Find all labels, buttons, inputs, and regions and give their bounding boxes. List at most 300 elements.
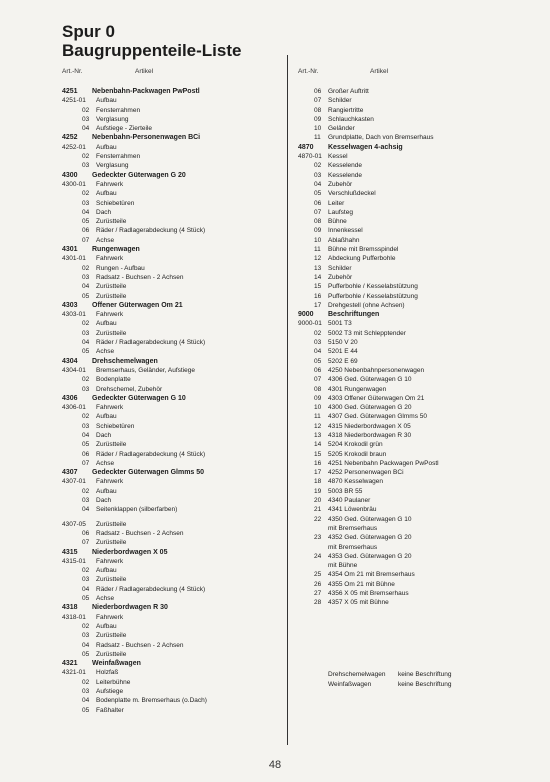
art-nr: 04 xyxy=(82,339,90,347)
artikel-text: Kessel xyxy=(328,153,348,161)
part-row xyxy=(62,282,277,291)
art-nr: 4321-01 xyxy=(62,669,86,677)
art-nr: 4318 xyxy=(62,604,78,612)
art-nr: 15 xyxy=(314,450,322,458)
artikel-text: Achse xyxy=(96,595,115,603)
part-row xyxy=(62,347,277,356)
artikel-text: Leiter xyxy=(328,199,345,207)
art-nr: 25 xyxy=(314,571,322,579)
notes-section xyxy=(328,670,498,689)
art-nr: 05 xyxy=(82,706,90,714)
part-row xyxy=(298,245,493,254)
art-nr: 03 xyxy=(82,273,90,281)
artikel-text: Verglasung xyxy=(96,115,129,123)
art-nr: 09 xyxy=(314,115,322,123)
part-row xyxy=(62,422,277,431)
artikel-text: Kesselende xyxy=(328,162,362,170)
artikel-text: Aufstiege - Zierteile xyxy=(96,125,152,133)
art-nr: 07 xyxy=(314,376,322,384)
part-row xyxy=(62,650,277,659)
art-nr: 28 xyxy=(314,599,322,607)
art-nr: 07 xyxy=(82,459,90,467)
part-row xyxy=(62,161,277,170)
art-nr: 03 xyxy=(314,171,322,179)
group-heading-row xyxy=(62,659,277,668)
art-nr: 4870 xyxy=(298,143,314,151)
artikel-text: Weinfaßwagen xyxy=(92,660,141,668)
artikel-text: Aufbau xyxy=(96,413,117,421)
art-nr: 07 xyxy=(314,97,322,105)
artikel-text: Räder / Radlagerabdeckung (4 Stück) xyxy=(96,339,206,347)
art-nr: 06 xyxy=(82,227,90,235)
artikel-text: Fahrwerk xyxy=(96,557,124,565)
part-row xyxy=(62,459,277,468)
artikel-text: 5002 T3 mit Schlepptender xyxy=(328,329,406,337)
part-row xyxy=(298,496,493,505)
part-row xyxy=(62,641,277,650)
part-row xyxy=(62,329,277,338)
art-nr: 09 xyxy=(314,227,322,235)
group-heading-row xyxy=(62,603,277,612)
art-nr: 03 xyxy=(82,162,90,170)
artikel-text: 4352 Ged. Güterwagen G 20 xyxy=(328,534,412,542)
artikel-text: Dach xyxy=(96,431,112,439)
part-row xyxy=(298,152,493,161)
art-nr: 4870-01 xyxy=(298,153,322,161)
art-nr: 4300 xyxy=(62,171,78,179)
artikel-text: Großer Auftritt xyxy=(328,88,369,95)
art-nr: 04 xyxy=(314,180,322,188)
art-nr: 04 xyxy=(82,506,90,514)
art-nr: 08 xyxy=(314,218,322,226)
art-nr: 05 xyxy=(82,441,90,449)
artikel-text: Zurüstteile xyxy=(96,576,127,584)
part-row xyxy=(62,431,277,440)
art-nr: 4307 xyxy=(62,469,78,477)
art-nr: 4251-01 xyxy=(62,97,86,105)
artikel-header: Artikel xyxy=(135,68,154,75)
artikel-text: mit Bühne xyxy=(328,562,358,570)
artikel-text: 4250 Nebenbahnpersonenwagen xyxy=(328,366,425,374)
art-nr: 08 xyxy=(314,385,322,393)
column-divider xyxy=(287,55,288,745)
artikel-text: Zurüstteile xyxy=(96,292,127,300)
art-nr: 05 xyxy=(314,357,322,365)
artikel-text: Aufbau xyxy=(96,190,117,198)
part-row xyxy=(62,496,277,505)
part-row xyxy=(298,329,493,338)
artikel-text: Zurüstteile xyxy=(96,283,127,291)
art-nr: 9000-01 xyxy=(298,320,322,328)
artikel-text: Schilder xyxy=(328,97,352,105)
part-row xyxy=(298,533,493,542)
title-line-2: Baugruppenteile-Liste xyxy=(62,41,242,60)
part-row xyxy=(62,385,277,394)
art-nr: 02 xyxy=(314,329,322,337)
part-row xyxy=(298,459,493,468)
part-row xyxy=(62,403,277,412)
part-row xyxy=(298,505,493,514)
artikel-text: Rungenwagen xyxy=(92,246,140,254)
part-row xyxy=(298,338,493,347)
artikel-text: mit Bremserhaus xyxy=(328,543,378,551)
part-row xyxy=(298,450,493,459)
art-nr: 03 xyxy=(82,422,90,430)
art-nr: 02 xyxy=(314,162,322,170)
artikel-text: Zurüstteile xyxy=(96,441,127,449)
artikel-text: 4354 Om 21 mit Bremserhaus xyxy=(328,571,415,579)
art-nr: 4303-01 xyxy=(62,311,86,319)
artikel-text: Zurüstteile xyxy=(96,520,127,528)
artikel-text: 4251 Nebenbahn Packwagen PwPostl xyxy=(328,459,439,467)
art-nr: 02 xyxy=(82,153,90,161)
part-row xyxy=(298,580,493,589)
artikel-text: Zubehör xyxy=(328,180,353,188)
part-row xyxy=(62,208,277,217)
art-nr: 05 xyxy=(314,190,322,198)
art-nr: 06 xyxy=(314,88,322,95)
artikel-text: Aufstiege xyxy=(96,688,124,695)
art-nr: 02 xyxy=(82,622,90,630)
part-row xyxy=(62,292,277,301)
art-nr: 04 xyxy=(82,125,90,133)
art-nr: 05 xyxy=(82,292,90,300)
art-nr: 07 xyxy=(82,539,90,547)
art-nr: 26 xyxy=(314,580,322,588)
group-heading-row xyxy=(62,357,277,366)
artikel-text: Dach xyxy=(96,208,112,216)
artikel-text: mit Bremserhaus xyxy=(328,524,378,532)
art-nr: 02 xyxy=(82,320,90,328)
title-line-1: Spur 0 xyxy=(62,22,115,41)
artikel-text: 5150 V 20 xyxy=(328,339,358,347)
artikel-text: 4303 Offener Güterwagen Om 21 xyxy=(328,394,425,402)
part-row xyxy=(298,226,493,235)
part-row xyxy=(62,217,277,226)
art-nr: 4307-05 xyxy=(62,520,86,528)
art-nr: 22 xyxy=(314,515,322,523)
art-nr: 02 xyxy=(82,376,90,384)
part-row xyxy=(62,115,277,124)
art-nr: 4306 xyxy=(62,394,78,402)
art-nr: 02 xyxy=(82,190,90,198)
artikel-text: Holzfaß xyxy=(96,669,119,677)
part-row xyxy=(298,161,493,170)
part-row xyxy=(298,477,493,486)
group-heading-row xyxy=(62,394,277,403)
art-nr: 03 xyxy=(314,339,322,347)
note-row xyxy=(328,680,498,690)
artikel-text: Schiebetüren xyxy=(96,422,135,430)
artikel-text: Zubehör xyxy=(328,273,353,281)
art-nr: 05 xyxy=(82,218,90,226)
artikel-text: Seitenklappen (silberfarben) xyxy=(96,506,178,514)
artikel-text: 5003 BR 55 xyxy=(328,487,363,495)
part-row xyxy=(62,678,277,687)
artikel-text: Abdeckung Pufferbohle xyxy=(328,255,396,263)
artikel-text: 4340 Paulaner xyxy=(328,497,371,505)
page-number: 48 xyxy=(268,759,282,771)
art-nr: 05 xyxy=(82,348,90,356)
part-row xyxy=(62,477,277,486)
art-nr: 03 xyxy=(82,115,90,123)
artikel-text: 5202 E 69 xyxy=(328,357,358,365)
artikel-text: 4307 Ged. Güterwagen Glmms 50 xyxy=(328,413,427,421)
part-row xyxy=(62,375,277,384)
part-row xyxy=(62,310,277,319)
part-row xyxy=(62,696,277,705)
part-row xyxy=(298,96,493,105)
art-nr: 03 xyxy=(82,199,90,207)
part-row xyxy=(298,124,493,133)
art-nr: 03 xyxy=(82,688,90,695)
artnr-header: Art.-Nr. xyxy=(62,68,83,75)
artikel-text: Radsatz - Buchsen - 2 Achsen xyxy=(96,641,184,649)
artikel-text: 4356 X 05 mit Bremserhaus xyxy=(328,590,409,598)
artikel-text: Aufbau xyxy=(96,487,117,495)
artikel-text: Bodenplatte xyxy=(96,376,131,384)
part-row xyxy=(298,217,493,226)
art-nr: 4315 xyxy=(62,548,78,556)
art-nr: 20 xyxy=(314,497,322,505)
part-row xyxy=(62,189,277,198)
group-heading-row xyxy=(62,87,277,96)
part-row xyxy=(62,668,277,677)
part-row xyxy=(62,575,277,584)
art-nr: 02 xyxy=(82,413,90,421)
artikel-text: Gedeckter Güterwagen Glmms 50 xyxy=(92,469,205,477)
artikel-text: Beschriftungen xyxy=(328,311,380,319)
artikel-text: 5201 E 44 xyxy=(328,348,358,356)
part-row xyxy=(62,366,277,375)
artikel-text: Bühne xyxy=(328,218,347,226)
art-nr: 02 xyxy=(82,567,90,575)
art-nr: 03 xyxy=(82,385,90,393)
part-row xyxy=(298,598,493,607)
part-row xyxy=(62,236,277,245)
part-row xyxy=(298,394,493,403)
artikel-text: Pufferbohle / Kesselabstützung xyxy=(328,283,418,291)
artikel-text: Zurüstteile xyxy=(96,329,127,337)
part-row xyxy=(62,585,277,594)
art-nr: 05 xyxy=(82,650,90,658)
artikel-text: Laufsteg xyxy=(328,208,353,216)
artikel-text: Grundplatte, Dach von Bremserhaus xyxy=(328,134,434,142)
artikel-text: Nebenbahn-Packwagen PwPostl xyxy=(92,88,200,95)
part-row xyxy=(298,264,493,273)
artikel-text: 4315 Niederbordwagen X 05 xyxy=(328,422,411,430)
art-nr: 10 xyxy=(314,236,322,244)
art-nr: 14 xyxy=(314,441,322,449)
part-row xyxy=(298,208,493,217)
artikel-text: Achse xyxy=(96,348,115,356)
artikel-text: Nebenbahn-Personenwagen BCi xyxy=(92,134,201,142)
part-row xyxy=(62,450,277,459)
right-parts-list xyxy=(298,87,493,608)
part-row xyxy=(62,566,277,575)
artikel-text: 4318 Niederbordwagen R 30 xyxy=(328,431,412,439)
art-nr: 19 xyxy=(314,487,322,495)
group-heading-row xyxy=(62,171,277,180)
artikel-text: Fahrwerk xyxy=(96,404,124,412)
art-nr: 06 xyxy=(82,529,90,537)
part-row xyxy=(298,487,493,496)
part-row xyxy=(298,366,493,375)
art-nr: 14 xyxy=(314,273,322,281)
part-row xyxy=(62,226,277,235)
artikel-text: Fahrwerk xyxy=(96,180,124,188)
art-nr: 9000 xyxy=(298,311,314,319)
art-nr: 05 xyxy=(82,595,90,603)
artikel-text: Dach xyxy=(96,497,112,505)
art-nr: 02 xyxy=(82,678,90,686)
art-nr: 03 xyxy=(82,497,90,505)
art-nr: 4315-01 xyxy=(62,557,86,565)
artikel-text: Geländer xyxy=(328,125,355,133)
artikel-text: Drehgestell (ohne Achsen) xyxy=(328,301,405,309)
part-row xyxy=(298,189,493,198)
part-row xyxy=(298,347,493,356)
artikel-text: Fahrwerk xyxy=(96,311,124,319)
artikel-text: Innenkessel xyxy=(328,227,363,235)
artikel-text: Aufbau xyxy=(96,320,117,328)
art-nr: 11 xyxy=(314,134,321,142)
part-row xyxy=(298,87,493,96)
art-nr: 4321 xyxy=(62,660,78,668)
art-nr: 12 xyxy=(314,422,322,430)
part-row xyxy=(62,520,277,529)
part-row xyxy=(298,570,493,579)
part-row xyxy=(298,468,493,477)
part-row xyxy=(298,543,493,552)
part-row xyxy=(62,152,277,161)
artikel-text: Bremserhaus, Geländer, Aufstiege xyxy=(96,366,196,374)
artikel-text: Faßhalter xyxy=(96,706,124,714)
artikel-text: Niederbordwagen X 05 xyxy=(92,548,168,556)
artikel-text: 4350 Ged. Güterwagen G 10 xyxy=(328,515,412,523)
artikel-text: Niederbordwagen R 30 xyxy=(92,604,168,612)
part-row xyxy=(62,412,277,421)
part-row xyxy=(62,338,277,347)
artikel-text: Fahrwerk xyxy=(96,613,124,621)
art-nr: 02 xyxy=(82,106,90,114)
art-nr: 15 xyxy=(314,283,322,291)
part-row xyxy=(298,171,493,180)
art-nr: 4300-01 xyxy=(62,180,86,188)
artikel-text: Verglasung xyxy=(96,162,129,170)
art-nr: 12 xyxy=(314,255,322,263)
note-label: Drehschemelwagen xyxy=(328,671,386,678)
art-nr: 03 xyxy=(82,329,90,337)
artikel-text: Aufbau xyxy=(96,622,117,630)
art-nr: 4304 xyxy=(62,357,78,365)
artikel-text: Aufbau xyxy=(96,143,117,151)
part-row xyxy=(62,440,277,449)
part-row xyxy=(298,282,493,291)
artikel-header: Artikel xyxy=(370,68,389,75)
artikel-text: Achse xyxy=(96,236,115,244)
group-heading-row xyxy=(298,143,493,152)
artikel-text: Bühne mit Bremsspindel xyxy=(328,246,399,254)
part-row xyxy=(298,431,493,440)
artikel-text: Kesselende xyxy=(328,171,362,179)
part-row xyxy=(298,440,493,449)
part-row xyxy=(62,622,277,631)
artikel-text: 4300 Ged. Güterwagen G 20 xyxy=(328,404,412,412)
artikel-text: Zurüstteile xyxy=(96,650,127,658)
artikel-text: Leiterbühne xyxy=(96,678,131,686)
artikel-text: 4355 Om 21 mit Bühne xyxy=(328,580,395,588)
artikel-text: Zurüstteile xyxy=(96,539,127,547)
part-row xyxy=(298,115,493,124)
art-nr: 4303 xyxy=(62,301,78,309)
art-nr: 10 xyxy=(314,125,322,133)
art-nr: 09 xyxy=(314,394,322,402)
part-row xyxy=(298,236,493,245)
artikel-text: Schiebetüren xyxy=(96,199,135,207)
artikel-text: Fensterrahmen xyxy=(96,153,141,161)
art-nr: 10 xyxy=(314,404,322,412)
artikel-text: Aufbau xyxy=(96,567,117,575)
artikel-text: Bodenplatte m. Bremserhaus (o.Dach) xyxy=(96,697,207,705)
art-nr: 13 xyxy=(314,431,322,439)
artikel-text: Aufbau xyxy=(96,97,117,105)
artikel-text: Rungen - Aufbau xyxy=(96,264,145,272)
part-row xyxy=(298,301,493,310)
art-nr: 4251 xyxy=(62,88,78,95)
part-row xyxy=(298,524,493,533)
part-row xyxy=(298,385,493,394)
part-row xyxy=(298,589,493,598)
part-row xyxy=(298,515,493,524)
note-value: keine Beschriftung xyxy=(398,671,452,678)
note-label: Weinfaßwagen xyxy=(328,680,372,688)
right-column xyxy=(298,68,493,608)
art-nr: 11 xyxy=(314,413,321,421)
group-heading-row xyxy=(62,301,277,310)
artikel-text: Räder / Radlagerabdeckung (4 Stück) xyxy=(96,227,206,235)
artikel-text: Achse xyxy=(96,459,115,467)
part-row xyxy=(298,552,493,561)
artikel-text: Drehschemelwagen xyxy=(92,357,158,365)
artikel-text: 4353 Ged. Güterwagen G 20 xyxy=(328,552,412,560)
part-row xyxy=(298,199,493,208)
artikel-text: 4252 Personenwagen BCi xyxy=(328,469,404,477)
artikel-text: Radsatz - Buchsen - 2 Achsen xyxy=(96,529,184,537)
artikel-text: Drehschemel, Zubehör xyxy=(96,385,163,393)
artikel-text: Offener Güterwagen Om 21 xyxy=(92,301,183,309)
art-nr: 04 xyxy=(82,641,90,649)
artikel-text: Pufferbohle / Kesselabstützung xyxy=(328,292,418,300)
art-nr: 08 xyxy=(314,106,322,114)
art-nr: 4301 xyxy=(62,246,78,254)
art-nr: 16 xyxy=(314,459,322,467)
part-row xyxy=(298,422,493,431)
part-row xyxy=(62,106,277,115)
part-row xyxy=(62,529,277,538)
part-row xyxy=(62,96,277,105)
part-row xyxy=(298,357,493,366)
left-parts-list xyxy=(62,87,277,715)
art-nr: 4252-01 xyxy=(62,143,86,151)
art-nr: 4307-01 xyxy=(62,478,86,486)
art-nr: 06 xyxy=(82,450,90,458)
artikel-text: 5205 Krokodil braun xyxy=(328,450,387,458)
art-nr: 4301-01 xyxy=(62,255,86,263)
part-row xyxy=(62,613,277,622)
artikel-text: 5204 Krokodil grün xyxy=(328,441,383,449)
part-row xyxy=(62,124,277,133)
